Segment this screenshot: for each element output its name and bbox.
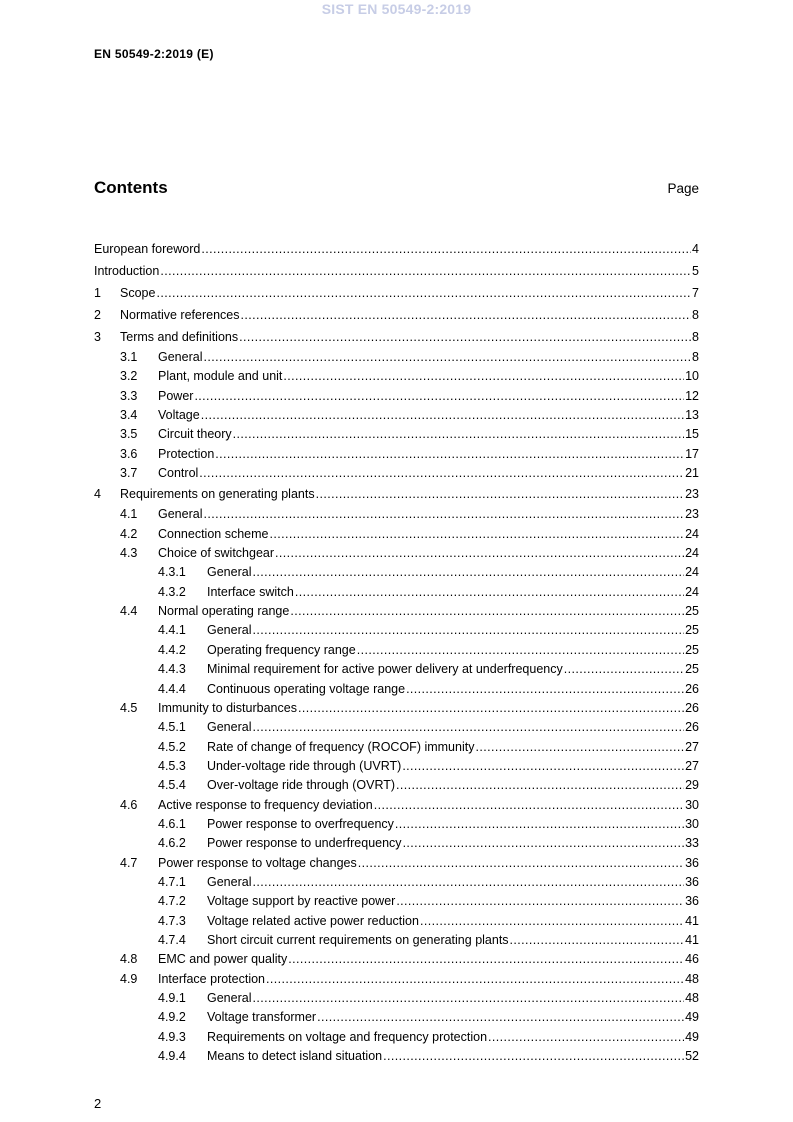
toc-entry-number: 1 — [94, 286, 101, 300]
toc-entry-page: 24 — [685, 546, 699, 561]
toc-entry-title: Voltage transformer — [207, 1010, 317, 1025]
toc-entry-number: 4.5 — [120, 700, 138, 715]
toc-dot-leader — [252, 563, 684, 582]
toc-dot-leader — [203, 348, 691, 367]
toc-entry-number: 4 — [94, 487, 101, 502]
toc-entry-number: 4.4.3 — [158, 662, 186, 677]
toc-entry-title: General — [207, 874, 252, 889]
toc-entry-page: 26 — [685, 681, 699, 696]
toc-dot-leader — [420, 912, 684, 931]
toc-entry-title: EMC and power quality — [158, 952, 288, 967]
toc-entry[interactable] — [94, 326, 699, 348]
toc-entry-number: 4.2 — [120, 526, 138, 541]
toc-dot-leader — [201, 238, 691, 260]
toc-entry-title: Normal operating range — [158, 604, 290, 619]
toc-entry-number: 4.4 — [120, 604, 138, 619]
toc-entry-title: Over-voltage ride through (OVRT) — [207, 778, 396, 793]
toc-dot-leader — [201, 406, 684, 425]
toc-entry-page: 48 — [685, 971, 699, 986]
toc-entry-number: 4.9 — [120, 971, 138, 986]
toc-entry-title: Plant, module and unit — [158, 369, 283, 384]
toc-dot-leader — [298, 699, 684, 718]
toc-entry-page: 24 — [685, 584, 699, 599]
toc-dot-leader — [199, 464, 684, 483]
toc-entry-page: 36 — [685, 894, 699, 909]
toc-entry[interactable] — [94, 757, 699, 776]
toc-entry-title: Choice of switchgear — [158, 546, 275, 561]
toc-entry-page: 8 — [692, 330, 699, 344]
toc-entry-page: 41 — [685, 913, 699, 928]
toc-entry-number: 4.9.3 — [158, 1029, 186, 1044]
toc-entry-number: 4.7.4 — [158, 932, 186, 947]
toc-entry[interactable] — [94, 583, 699, 602]
toc-entry-number: 3.7 — [120, 466, 138, 481]
toc-entry-page: 49 — [685, 1029, 699, 1044]
toc-entry[interactable] — [94, 406, 699, 425]
toc-entry-page: 7 — [692, 286, 699, 300]
toc-dot-leader — [266, 970, 684, 989]
toc-entry[interactable] — [94, 602, 699, 621]
toc-entry-page: 23 — [685, 507, 699, 522]
toc-entry[interactable] — [94, 563, 699, 582]
toc-entry-number: 4.3.2 — [158, 584, 186, 599]
toc-dot-leader — [215, 445, 684, 464]
toc-entry-number: 3 — [94, 330, 101, 344]
toc-dot-leader — [269, 525, 684, 544]
toc-entry-number: 4.7.2 — [158, 894, 186, 909]
toc-entry[interactable] — [94, 718, 699, 737]
toc-dot-leader — [358, 854, 684, 873]
toc-dot-leader — [374, 796, 684, 815]
toc-dot-leader — [357, 641, 684, 660]
toc-entry-title: General — [207, 991, 252, 1005]
toc-dot-leader — [396, 776, 684, 795]
toc-entry-page: 46 — [685, 952, 699, 967]
toc-entry-number: 4.7.1 — [158, 874, 186, 889]
toc-entry-page: 25 — [685, 642, 699, 657]
toc-dot-leader — [283, 367, 684, 386]
toc-entry-number: 4.5.2 — [158, 739, 186, 754]
toc-entry-number: 3.2 — [120, 369, 138, 384]
toc-entry-page: 36 — [685, 874, 699, 889]
contents-heading: Contents — [94, 178, 168, 197]
toc-entry-page: 33 — [685, 836, 699, 851]
toc-entry-title: Under-voltage ride through (UVRT) — [207, 758, 402, 773]
footer-page-number: 2 — [94, 1096, 102, 1111]
toc-entry-number: 4.6.1 — [158, 816, 186, 831]
toc-entry[interactable] — [94, 1028, 699, 1047]
toc-entry-title: General — [207, 720, 252, 735]
toc-entry[interactable] — [94, 776, 699, 795]
toc-entry[interactable] — [94, 641, 699, 660]
toc-entry[interactable] — [94, 525, 699, 544]
toc-entry-title: Control — [158, 466, 199, 481]
toc-entry[interactable] — [94, 387, 699, 406]
toc-entry[interactable] — [94, 544, 699, 563]
toc-entry-title: Introduction — [94, 264, 160, 278]
page-column-label: Page — [667, 181, 699, 196]
toc-entry-number: 2 — [94, 308, 101, 322]
document-identifier: EN 50549-2:2019 (E) — [94, 47, 214, 61]
toc-entry-page: 8 — [692, 308, 699, 322]
toc-entry[interactable] — [94, 464, 699, 483]
toc-dot-leader — [252, 718, 684, 737]
toc-entry-title: Interface protection — [158, 971, 266, 986]
toc-dot-leader — [252, 989, 684, 1008]
toc-dot-leader — [241, 304, 692, 326]
toc-entry-number: 3.1 — [120, 350, 138, 364]
toc-dot-leader — [252, 621, 684, 640]
toc-entry-title: Active response to frequency deviation — [158, 797, 373, 812]
toc-dot-leader — [290, 602, 684, 621]
toc-entry-title: Requirements on generating plants — [120, 487, 315, 502]
toc-entry-page: 4 — [692, 242, 699, 256]
toc-entry-page: 8 — [692, 350, 699, 364]
toc-dot-leader — [316, 483, 685, 505]
toc-entry-title: European foreword — [94, 242, 201, 256]
toc-entry-number: 3.5 — [120, 427, 138, 442]
toc-entry-page: 52 — [685, 1049, 699, 1064]
toc-entry-page: 15 — [685, 427, 699, 442]
toc-entry[interactable] — [94, 873, 699, 892]
toc-entry-title: Requirements on voltage and frequency protection — [207, 1029, 488, 1044]
toc-entry[interactable] — [94, 834, 699, 853]
toc-dot-leader — [488, 1028, 684, 1047]
toc-entry-number: 4.1 — [120, 507, 138, 522]
toc-entry-page: 24 — [685, 565, 699, 580]
toc-dot-leader — [406, 680, 684, 699]
toc-entry[interactable] — [94, 738, 699, 757]
toc-entry-page: 27 — [685, 739, 699, 754]
toc-entry-number: 4.4.2 — [158, 642, 186, 657]
toc-entry-page: 13 — [685, 408, 699, 423]
toc-entry-page: 30 — [685, 797, 699, 812]
toc-dot-leader — [475, 738, 684, 757]
toc-entry[interactable] — [94, 483, 699, 505]
toc-entry-title: Protection — [158, 446, 215, 461]
toc-entry-title: Normative references — [120, 308, 240, 322]
toc-entry[interactable] — [94, 854, 699, 873]
toc-entry-title: Operating frequency range — [207, 642, 356, 657]
toc-entry-page: 21 — [685, 466, 699, 481]
toc-dot-leader — [395, 815, 684, 834]
toc-entry-title: Voltage — [158, 408, 200, 423]
toc-entry-title: Power — [158, 388, 194, 403]
toc-entry[interactable] — [94, 931, 699, 950]
toc-entry[interactable] — [94, 950, 699, 969]
toc-entry-page: 26 — [685, 720, 699, 735]
toc-entry[interactable] — [94, 505, 699, 524]
toc-entry-page: 48 — [685, 991, 699, 1005]
toc-entry[interactable] — [94, 425, 699, 444]
toc-entry-title: Interface switch — [207, 584, 294, 599]
toc-entry-number: 4.9.2 — [158, 1010, 186, 1025]
toc-entry-title: Minimal requirement for active power delivery at underfrequency — [207, 662, 563, 677]
toc-entry-page: 25 — [685, 623, 699, 638]
toc-entry-page: 17 — [685, 446, 699, 461]
toc-entry-title: Scope — [120, 286, 156, 300]
toc-entry-page: 27 — [685, 758, 699, 773]
toc-entry-page: 36 — [685, 855, 699, 870]
toc-entry[interactable] — [94, 796, 699, 815]
toc-entry-number: 4.9.1 — [158, 991, 186, 1005]
toc-entry-page: 30 — [685, 816, 699, 831]
toc-entry[interactable] — [94, 680, 699, 699]
toc-dot-leader — [317, 1008, 684, 1027]
toc-entry-number: 4.9.4 — [158, 1049, 186, 1064]
toc-entry-page: 10 — [685, 369, 699, 384]
watermark: SIST EN 50549-2:2019 — [321, 1, 472, 17]
toc-entry-title: Connection scheme — [158, 526, 269, 541]
toc-entry-title: Power response to overfrequency — [207, 816, 394, 831]
toc-entry[interactable] — [94, 282, 699, 304]
toc-dot-leader — [295, 583, 684, 602]
toc-entry-title: Short circuit current requirements on generating plants — [207, 932, 509, 947]
toc-entry[interactable] — [94, 815, 699, 834]
toc-entry[interactable] — [94, 304, 699, 326]
toc-dot-leader — [156, 282, 691, 304]
toc-entry[interactable] — [94, 238, 699, 260]
toc-entry[interactable] — [94, 445, 699, 464]
toc-entry-page: 25 — [685, 662, 699, 677]
toc-entry-title: Immunity to disturbances — [158, 700, 297, 715]
toc-entry-number: 4.5.1 — [158, 720, 186, 735]
toc-entry-title: Circuit theory — [158, 427, 232, 442]
toc-entry-number: 4.4.4 — [158, 681, 186, 696]
toc-dot-leader — [510, 931, 685, 950]
toc-entry-number: 4.3 — [120, 546, 138, 561]
toc-entry-page: 23 — [685, 487, 699, 502]
toc-entry-page: 49 — [685, 1010, 699, 1025]
toc-entry-page: 24 — [685, 526, 699, 541]
toc-entry-number: 4.5.4 — [158, 778, 186, 793]
toc-dot-leader — [252, 873, 684, 892]
toc-entry[interactable] — [94, 348, 699, 367]
toc-entry-title: Continuous operating voltage range — [207, 681, 406, 696]
toc-dot-leader — [233, 425, 684, 444]
toc-entry-number: 4.8 — [120, 952, 138, 967]
toc-dot-leader — [194, 387, 684, 406]
toc-entry-number: 4.6 — [120, 797, 138, 812]
toc-entry-number: 4.5.3 — [158, 758, 186, 773]
toc-dot-leader — [396, 892, 684, 911]
toc-entry-number: 4.7.3 — [158, 913, 186, 928]
toc-entry[interactable] — [94, 367, 699, 386]
toc-entry-title: Voltage support by reactive power — [207, 894, 396, 909]
toc-entry[interactable] — [94, 1008, 699, 1027]
toc-entry[interactable] — [94, 621, 699, 640]
toc-entry-title: General — [207, 565, 252, 580]
toc-entry-page: 12 — [685, 388, 699, 403]
toc-entry[interactable] — [94, 892, 699, 911]
toc-entry-title: General — [207, 623, 252, 638]
toc-dot-leader — [288, 950, 684, 969]
toc-entry[interactable] — [94, 989, 699, 1008]
toc-dot-leader — [160, 260, 691, 282]
toc-entry-page: 26 — [685, 700, 699, 715]
toc-dot-leader — [203, 505, 684, 524]
toc-dot-leader — [402, 757, 684, 776]
toc-entry[interactable] — [94, 912, 699, 931]
toc-entry-title: General — [158, 507, 203, 522]
toc-entry-number: 4.3.1 — [158, 565, 186, 580]
toc-entry-title: Power response to voltage changes — [158, 855, 357, 870]
toc-entry[interactable] — [94, 699, 699, 718]
toc-entry-title: Means to detect island situation — [207, 1049, 383, 1064]
toc-entry[interactable] — [94, 660, 699, 679]
toc-entry-number: 4.6.2 — [158, 836, 186, 851]
toc-entry[interactable] — [94, 970, 699, 989]
table-of-contents — [94, 238, 699, 1066]
toc-entry-title: Voltage related active power reduction — [207, 913, 419, 928]
toc-entry-number: 4.7 — [120, 855, 138, 870]
toc-entry-title: Power response to underfrequency — [207, 836, 402, 851]
toc-dot-leader — [239, 326, 691, 348]
toc-entry-title: Terms and definitions — [120, 330, 239, 344]
toc-entry-number: 3.6 — [120, 446, 138, 461]
toc-entry-title: Rate of change of frequency (ROCOF) immunity — [207, 739, 475, 754]
toc-entry-number: 4.4.1 — [158, 623, 186, 638]
toc-entry-page: 29 — [685, 778, 699, 793]
toc-dot-leader — [403, 834, 685, 853]
toc-entry[interactable] — [94, 260, 699, 282]
toc-dot-leader — [564, 660, 684, 679]
toc-entry-page: 41 — [685, 932, 699, 947]
toc-entry[interactable] — [94, 1047, 699, 1066]
toc-entry-number: 3.3 — [120, 388, 138, 403]
toc-entry-page: 5 — [692, 264, 699, 278]
toc-dot-leader — [275, 544, 684, 563]
toc-dot-leader — [383, 1047, 684, 1066]
toc-entry-number: 3.4 — [120, 408, 138, 423]
toc-entry-title: General — [158, 350, 203, 364]
toc-entry-page: 25 — [685, 604, 699, 619]
